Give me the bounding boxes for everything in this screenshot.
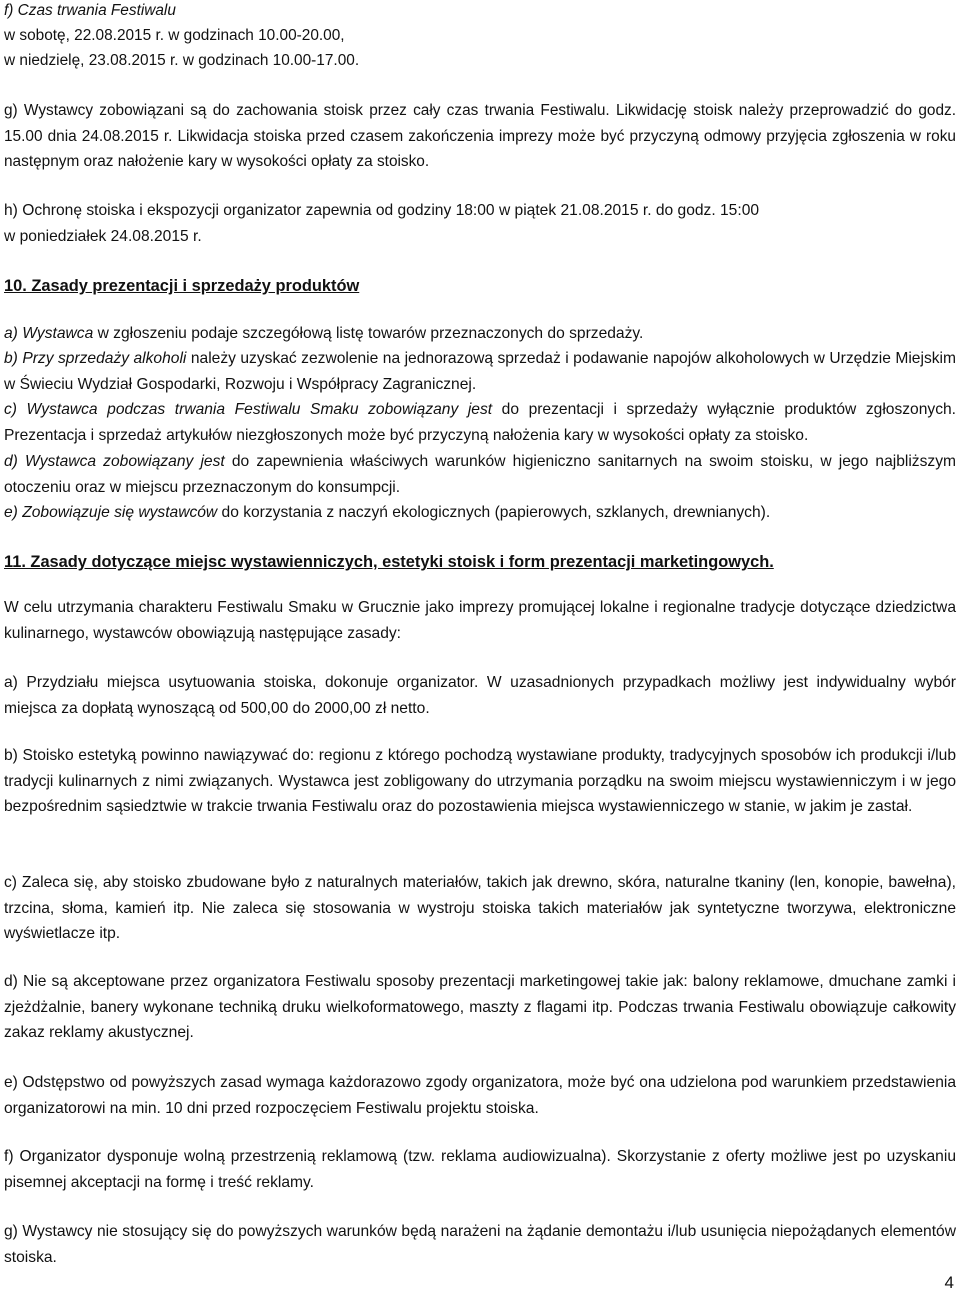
point-h-line2: w poniedziałek 24.08.2015 r. [4,228,202,245]
section-10-title: 10. Zasady prezentacji i sprzedaży produktów [4,277,360,295]
section-11-intro: W celu utrzymania charakteru Festiwalu Smaku w Grucznie jako imprezy promującej lokalne i regionalne tradycje dotyczące dziedzictwa kulinarnego, wystawców obowiązują następujące zasady: [4,599,956,642]
section-10-item-a [4,321,956,347]
page-number: 4 [944,1273,954,1292]
section-10-item-d [4,449,960,500]
festival-time-sunday: w niedzielę, 23.08.2015 r. w godzinach 10.00-17.00. [4,52,360,69]
section-11-title: 11. Zasady dotyczące miejsc wystawienniczych, estetyki stoisk i form prezentacji marketingowych. [4,553,774,571]
section-11-item-g: g) Wystawcy nie stosujący się do powyższych warunków będą narażeni na żądanie demontażu i/lub usunięcia niepożądanych elementów stoiska. [4,1223,956,1266]
section-11-item-c: c) Zaleca się, aby stoisko zbudowane było z naturalnych materiałów, takich jak drewno, skóra, naturalne tkaniny (len, konopie, bawełna), trzcina, słoma, kamień itp. Nie zaleca się stosowania w wystroju stoiska takich materiałów jak syntetyczne tworzywa, elektroniczne wyświetlacze itp. [4,874,956,942]
item-d-italic: d) Wystawca zobowiązany jest [4,453,225,470]
section-11-item-a: a) Przydziału miejsca usytuowania stoiska, dokonuje organizator. W uzasadnionych przypadkach możliwy jest indywidualny wybór miejsca za dopłatą wynoszącą od 500,00 do 2000,00 zł netto. [4,674,956,717]
festival-time-heading: f) Czas trwania Festiwalu [4,2,176,19]
section-10-item-b [4,346,960,397]
section-11-item-e: e) Odstępstwo od powyższych zasad wymaga każdorazowo zgody organizatora, może być ona udzielona pod warunkiem przedstawienia organizatorowi na min. 10 dni przed rozpoczęciem Festiwalu projektu stoiska. [4,1074,956,1117]
section-11-item-d: d) Nie są akceptowane przez organizatora Festiwalu sposoby prezentacji marketingowej takie jak: balony reklamowe, dmuchane zamki i zjeżdżalnie, banery wykonane techniką druku wielkoformatowego, maszty z flagami itp. Podczas trwania Festiwalu obowiązuje całkowity zakaz reklamy akustycznej. [4,973,956,1041]
item-d-text: do zapewnienia właściwych warunków higieniczno sanitarnych na swoim stoisku, w jego najbliższym otoczeniu oraz w miejscu przeznaczonym do konsumpcji. [4,453,960,496]
item-c-italic: c) Wystawca podczas trwania Festiwalu Smaku zobowiązany jest [4,401,493,418]
point-g-paragraph: g) Wystawcy zobowiązani są do zachowania stoisk przez cały czas trwania Festiwalu. Likwidację stoisk należy przeprowadzić do godz. 15.00 dnia 24.08.2015 r. Likwidacja stoiska przed czasem zakończenia imprezy może być przyczyną odmowy przyjęcia zgłoszenia w roku następnym oraz nałożenie kary w wysokości opłaty za stoisko. [4,102,956,170]
item-b-text: należy uzyskać zezwolenie na jednorazową sprzedaż i podawanie napojów alkoholowych w Urzędzie Miejskim w Świeciu Wydział Gospodarki, Rozwoju i Współpracy Zagranicznej. [4,350,960,393]
item-e-italic: e) Zobowiązuje się wystawców [4,504,218,521]
item-a-text: w zgłoszeniu podaje szczegółową listę towarów przeznaczonych do sprzedaży. [93,325,644,342]
item-a-italic: a) Wystawca [4,325,94,342]
section-10-item-c [4,397,960,448]
section-11-item-b: b) Stoisko estetyką powinno nawiązywać do: regionu z którego pochodzą wystawiane produkty, tradycyjnych sposobów ich produkcji i/lub tradycji kulinarnych z nimi związanych. Wystawca jest zobligowany do utrzymania porządku na swoim miejscu wystawienniczym i w jego bezpośrednim sąsiedztwie w trakcie trwania Festiwalu oraz do pozostawienia miejsca wystawienniczego w stanie, w jakim je zastał. [4,747,956,815]
section-10-item-e [4,500,956,526]
item-e-text: do korzystania z naczyń ekologicznych (papierowych, szklanych, drewnianych). [217,504,771,521]
point-h-line1: h) Ochronę stoiska i ekspozycji organizator zapewnia od godziny 18:00 w piątek 21.08.2015 r. do godz. 15:00 [4,202,760,219]
festival-time-saturday: w sobotę, 22.08.2015 r. w godzinach 10.00-20.00, [4,27,345,44]
item-b-italic: b) Przy sprzedaży alkoholi [4,350,187,367]
item-c-text: do prezentacji i sprzedaży wyłącznie produktów zgłoszonych. Prezentacja i sprzedaż artykułów niezgłoszonych może być przyczyną nałożenia kary w wysokości opłaty za stoisko. [4,401,960,444]
section-11-item-f: f) Organizator dysponuje wolną przestrzenią reklamową (tzw. reklama audiowizualna). Skorzystanie z oferty możliwe jest po uzyskaniu pisemnej akceptacji na formę i treść reklamy. [4,1148,956,1191]
